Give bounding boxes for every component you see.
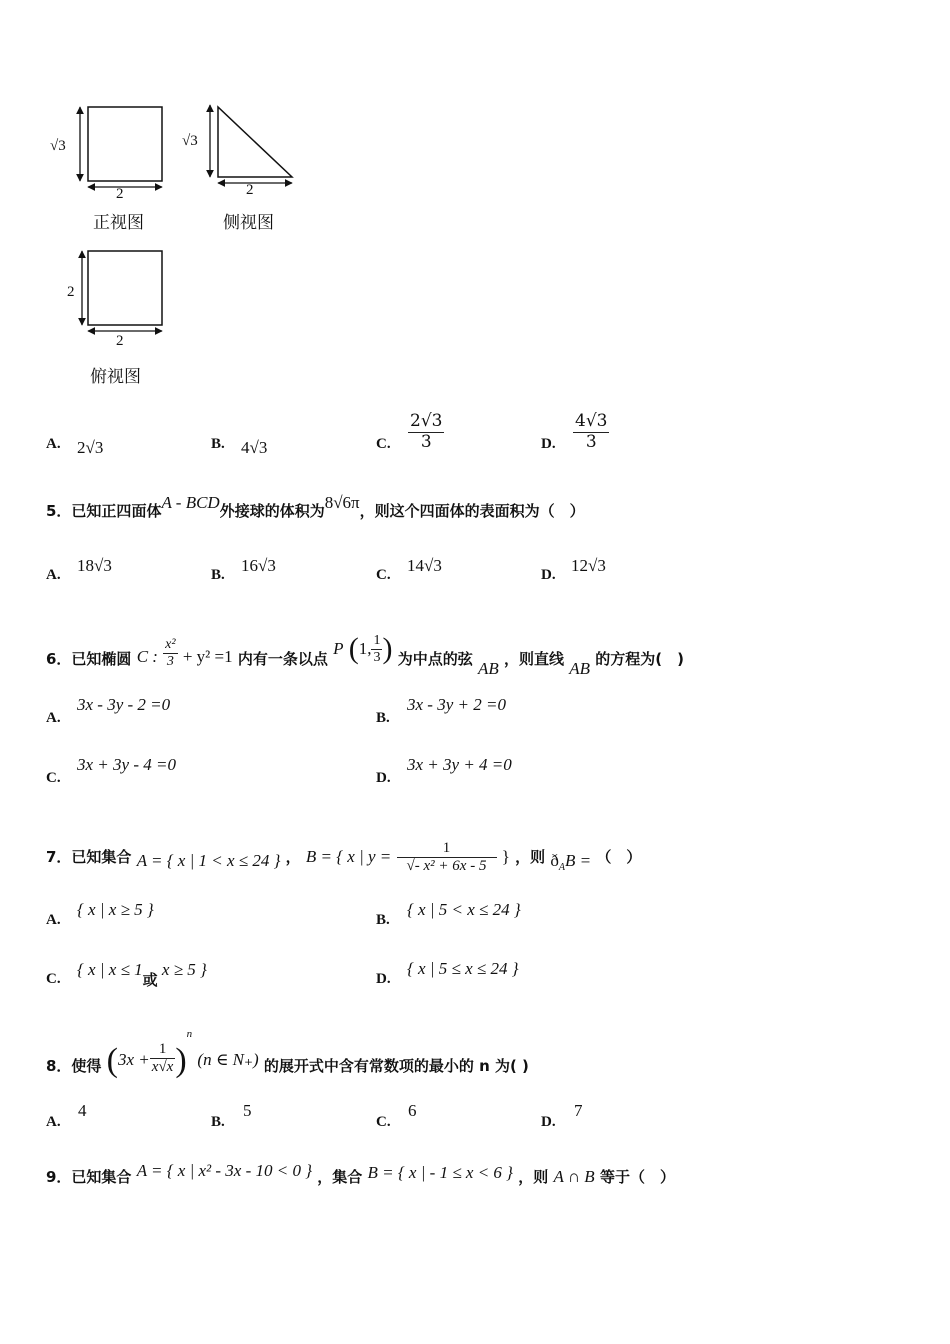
q6-ellipse-den: 3 xyxy=(166,654,174,669)
q4-option-b[interactable]: 4√3 xyxy=(241,438,268,457)
q7-c-part1: { x | x ≤ 1 xyxy=(77,960,143,979)
side-view-triangle xyxy=(218,107,292,177)
q6-suffix: 的方程为( ) xyxy=(595,650,684,668)
q6-point-den: 3 xyxy=(373,650,381,665)
q5-tetrahedron: A - BCD xyxy=(161,493,220,512)
q6-point-1: 1, xyxy=(358,639,372,658)
q8-base-frac xyxy=(150,1041,176,1077)
q7-c-or: 或 xyxy=(142,971,158,989)
q5-option-b-label: B. xyxy=(211,567,225,583)
q9-suffix: 等于（ ） xyxy=(599,1168,675,1186)
q6-option-d[interactable]: 3x + 3y + 4 =0 xyxy=(407,755,512,774)
q8-exponent: n xyxy=(186,1028,193,1040)
front-width-label: 2 xyxy=(116,186,124,202)
q6-paren-left: ( xyxy=(348,632,359,665)
q5-prefix: 5．已知正四面体 xyxy=(46,502,162,520)
q6-ellipse-c: C : xyxy=(136,647,158,666)
q4-option-b-label: B. xyxy=(211,436,225,452)
q5-option-a[interactable]: 18√3 xyxy=(77,556,112,575)
q4-option-a[interactable]: 2√3 xyxy=(77,438,104,457)
q8-option-a-label: A. xyxy=(46,1114,61,1130)
q6-point-num: 1 xyxy=(371,633,382,650)
question-7 xyxy=(46,814,641,874)
q7-c-part2: x ≥ 5 } xyxy=(161,960,207,979)
q6-paren-right: ) xyxy=(382,632,393,665)
q8-suffix: 的展开式中含有常数项的最小的 n 为( ) xyxy=(263,1057,529,1075)
top-view-caption: 俯视图 xyxy=(90,367,141,387)
q6-ellipse-frac xyxy=(163,637,177,670)
q6-ab1: AB xyxy=(477,659,499,678)
q8-condition: (n ∈ N₊) xyxy=(197,1050,259,1069)
q8-option-d-label: D. xyxy=(541,1114,556,1130)
front-height-label: √3 xyxy=(50,138,66,154)
side-view-caption: 侧视图 xyxy=(223,213,274,233)
q7-option-d-label: D. xyxy=(376,971,391,987)
front-view-caption: 正视图 xyxy=(93,213,144,233)
q5-suffix: ，则这个四面体的表面积为（ ） xyxy=(359,502,585,520)
q6-option-a-label: A. xyxy=(46,710,61,726)
q4-option-d[interactable] xyxy=(573,412,609,452)
q7-set-a: A = { x | 1 < x ≤ 24 } xyxy=(136,851,281,871)
q7-option-d[interactable]: { x | 5 ≤ x ≤ 24 } xyxy=(407,959,519,978)
q8-option-b[interactable]: 5 xyxy=(243,1101,252,1120)
q9-prefix: 9．已知集合 xyxy=(46,1168,132,1186)
q4-c-denominator: 3 xyxy=(420,431,432,452)
q6-prefix: 6．已知椭圆 xyxy=(46,650,132,668)
q7-set-b-left: B = { x | y = xyxy=(305,847,392,867)
q8-option-a[interactable]: 4 xyxy=(78,1101,87,1120)
q7-option-b-label: B. xyxy=(376,912,390,928)
q5-option-d[interactable]: 12√3 xyxy=(571,556,606,575)
side-width-label: 2 xyxy=(246,182,254,198)
q7-option-a[interactable]: { x | x ≥ 5 } xyxy=(77,900,154,919)
q6-point-frac xyxy=(371,633,382,666)
q7-suffix: （ ） xyxy=(596,848,642,867)
q6-ellipse-rest: + y² =1 xyxy=(182,647,233,666)
q6-middle1: 内有一条以点 xyxy=(237,650,328,668)
question-9 xyxy=(46,1161,675,1187)
q9-then: ，则 xyxy=(518,1168,549,1186)
q7-then: ，则 xyxy=(515,848,546,867)
q8-option-c[interactable]: 6 xyxy=(408,1101,417,1120)
q4-d-numerator: 4√3 xyxy=(575,411,608,431)
q8-prefix: 8．使得 xyxy=(46,1057,102,1075)
side-height-label: √3 xyxy=(182,133,198,149)
q8-base-left: 3x + xyxy=(118,1050,150,1069)
q6-option-a[interactable]: 3x - 3y - 2 =0 xyxy=(77,695,171,714)
q4-option-c[interactable] xyxy=(408,412,444,452)
top-height-label: 2 xyxy=(67,284,75,300)
q6-middle2: 为中点的弦 xyxy=(397,650,473,668)
q5-option-d-label: D. xyxy=(541,567,556,583)
q4-option-c-label: C. xyxy=(376,436,391,452)
q8-option-d[interactable]: 7 xyxy=(574,1101,583,1120)
q6-middle3: ，则直线 xyxy=(503,650,564,668)
q6-option-c-label: C. xyxy=(46,770,61,786)
question-5 xyxy=(46,493,585,521)
q4-c-numerator: 2√3 xyxy=(410,411,443,431)
q7-comma: ， xyxy=(285,848,301,867)
q7-option-a-label: A. xyxy=(46,912,61,928)
q8-option-c-label: C. xyxy=(376,1114,391,1130)
q6-point-p: P xyxy=(333,639,344,658)
q8-paren-right: ) xyxy=(175,1042,187,1079)
q5-volume: 8√6π xyxy=(324,493,360,512)
q7-complement-rest: B = xyxy=(565,851,592,871)
q6-option-b[interactable]: 3x - 3y + 2 =0 xyxy=(407,695,506,714)
q4-option-a-label: A. xyxy=(46,436,61,452)
q8-base-num: 1 xyxy=(150,1041,176,1059)
q5-option-b[interactable]: 16√3 xyxy=(241,556,276,575)
q7-set-b-num: 1 xyxy=(397,840,497,858)
q5-option-a-label: A. xyxy=(46,567,61,583)
q7-set-b-right: } xyxy=(501,847,510,867)
q9-set-b: B = { x | - 1 ≤ x < 6 } xyxy=(367,1163,513,1182)
q9-middle: ，集合 xyxy=(317,1168,363,1186)
q7-option-c[interactable] xyxy=(77,959,207,989)
q6-option-d-label: D. xyxy=(376,770,391,786)
q4-option-d-label: D. xyxy=(541,436,556,452)
q9-intersection: A ∩ B xyxy=(553,1167,595,1186)
q6-option-c[interactable]: 3x + 3y - 4 =0 xyxy=(77,755,176,774)
q7-set-b-frac xyxy=(397,840,497,876)
q7-set-b-den: √- x² + 6x - 5 xyxy=(406,858,487,875)
top-width-label: 2 xyxy=(116,333,124,349)
top-view-square xyxy=(88,251,162,325)
q7-option-b[interactable]: { x | 5 < x ≤ 24 } xyxy=(407,900,521,919)
q7-prefix: 7．已知集合 xyxy=(46,848,132,867)
q6-option-b-label: B. xyxy=(376,710,390,726)
q4-d-denominator: 3 xyxy=(585,431,597,452)
q5-option-c[interactable]: 14√3 xyxy=(407,556,442,575)
q6-ab2: AB xyxy=(569,659,590,678)
q7-complement-sub: A xyxy=(558,862,566,874)
q7-option-c-label: C. xyxy=(46,971,61,987)
q8-base-den: x√x xyxy=(151,1059,174,1075)
q9-set-a: A = { x | x² - 3x - 10 < 0 } xyxy=(136,1161,313,1180)
q8-paren-left: ( xyxy=(106,1042,118,1079)
three-view-figure xyxy=(40,95,310,395)
front-view-square xyxy=(88,107,162,181)
q8-option-b-label: B. xyxy=(211,1114,225,1130)
question-8 xyxy=(46,1016,529,1079)
q7-complement: ð xyxy=(550,851,559,871)
q5-option-c-label: C. xyxy=(376,567,391,583)
question-6 xyxy=(46,614,684,678)
q6-ellipse-num: x² xyxy=(163,637,177,654)
q5-middle: 外接球的体积为 xyxy=(219,502,325,520)
